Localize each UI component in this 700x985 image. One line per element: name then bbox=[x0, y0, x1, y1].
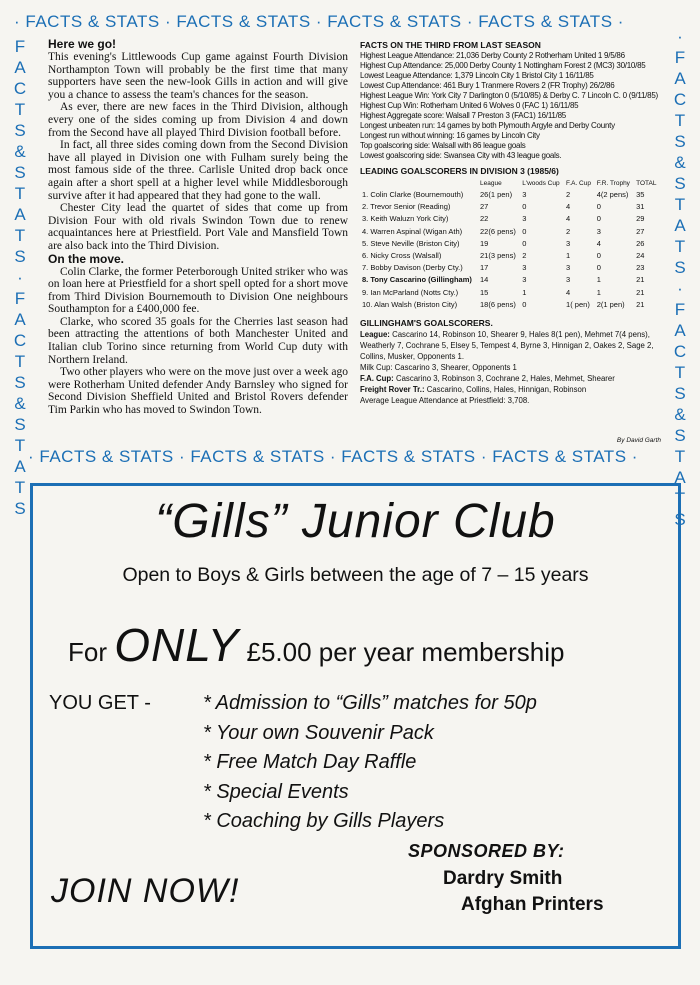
border-letter: T bbox=[14, 184, 26, 203]
goals-cell: 0 bbox=[596, 202, 601, 212]
goalscorer-row bbox=[360, 274, 660, 286]
goals-cell: 0 bbox=[522, 299, 527, 309]
goals-cell: 2 bbox=[566, 190, 571, 200]
season-records bbox=[360, 51, 665, 161]
benefit-item: * Admission to “Gills” matches for 50p bbox=[203, 692, 537, 714]
border-letter: & bbox=[14, 142, 26, 161]
article-column bbox=[48, 38, 348, 450]
goalscorer-row bbox=[360, 238, 660, 250]
goals-cell: 23 bbox=[636, 263, 645, 273]
border-letter: T bbox=[14, 436, 26, 455]
goals-cell: 15 bbox=[480, 287, 489, 297]
record-line: Highest Aggregate score: Walsall 7 Preston 3 (FAC1) 16/11/85 bbox=[360, 111, 567, 120]
border-letter: F bbox=[14, 289, 26, 308]
facts-stats-border-bottom: · FACTS & STATS · FACTS & STATS · FACTS & STATS · FACTS & STATS · bbox=[28, 447, 638, 466]
record-line: Longest run without winning: 16 games by Lincoln City bbox=[360, 131, 540, 140]
border-letter: T bbox=[14, 100, 26, 119]
goals-cell: 1 bbox=[522, 287, 527, 297]
goals-cell: 3 bbox=[566, 238, 571, 248]
border-letter: S bbox=[14, 415, 26, 434]
goals-cell: 1 bbox=[596, 287, 601, 297]
player-name-cell: 3. Keith Waluzn York City) bbox=[362, 214, 449, 224]
goals-cell: 4 bbox=[596, 238, 601, 248]
goals-cell: 17 bbox=[480, 263, 489, 273]
border-letter: A bbox=[674, 69, 686, 88]
border-letter: A bbox=[674, 216, 686, 235]
benefit-item: * Free Match Day Raffle bbox=[203, 751, 417, 773]
stats-heading: FACTS ON THE THIRD FROM LAST SEASON bbox=[360, 40, 541, 50]
record-line: Lowest Cup Attendance: 461 Bury 1 Tranmere Rovers 2 (FR Trophy) 26/2/86 bbox=[360, 81, 615, 90]
player-name-cell: 7. Bobby Davison (Derby Cty.) bbox=[362, 263, 463, 273]
border-letter: T bbox=[14, 226, 26, 245]
goals-cell: 0 bbox=[522, 238, 527, 248]
column-header: F.A. Cup bbox=[566, 180, 591, 187]
sponsored-by-label: SPONSORED BY: bbox=[408, 841, 565, 861]
goalscorer-row bbox=[360, 226, 660, 238]
border-letter: S bbox=[674, 258, 686, 277]
gills-milk-cup-scorers: Milk Cup: Cascarino 3, Shearer, Opponents 1 bbox=[360, 362, 517, 372]
border-letter: A bbox=[674, 321, 686, 340]
record-line: Highest League Win: York City 7 Darlington 0 (5/10/85) & Derby C. 7 Lincoln C. 0 (9/11/85) bbox=[360, 91, 658, 100]
goals-cell: 4 bbox=[566, 202, 571, 212]
border-letter: S bbox=[674, 132, 686, 151]
border-letter: S bbox=[14, 373, 26, 392]
goalscorer-row bbox=[360, 213, 660, 225]
gills-goalscorers-heading: GILLINGHAM'S GOALSCORERS. bbox=[360, 317, 493, 328]
border-letter: A bbox=[674, 468, 686, 487]
benefit-item: * Your own Souvenir Pack bbox=[203, 721, 434, 744]
goals-cell: 2 bbox=[522, 251, 527, 261]
border-letter: · bbox=[677, 27, 683, 46]
price-only: ONLY bbox=[114, 619, 240, 671]
goals-cell: 22(6 pens) bbox=[480, 226, 516, 236]
record-line: Highest Cup Attendance: 25,000 Derby County 1 Nottingham Forest 2 (MC3) 30/10/85 bbox=[360, 61, 646, 70]
player-name-cell: 9. Ian McParland (Notts Cty.) bbox=[362, 287, 459, 297]
border-letter: & bbox=[674, 153, 686, 172]
byline: By David Garth bbox=[616, 437, 661, 444]
goals-cell: 35 bbox=[636, 190, 645, 200]
border-letter: S bbox=[14, 163, 26, 182]
gills-fr-label: Freight Rover Tr.: bbox=[360, 384, 425, 394]
column-header: TOTAL bbox=[636, 180, 657, 187]
border-letter: C bbox=[13, 79, 27, 98]
border-letter: A bbox=[14, 457, 26, 476]
goalscorer-row bbox=[360, 189, 660, 201]
goals-cell: 26(1 pen) bbox=[480, 190, 513, 200]
goals-cell: 0 bbox=[596, 214, 601, 224]
goals-cell: 2 bbox=[566, 226, 571, 236]
goals-cell: 21(3 pens) bbox=[480, 251, 516, 261]
goals-cell: 0 bbox=[522, 226, 527, 236]
goals-cell: 0 bbox=[596, 263, 601, 273]
border-letter: T bbox=[14, 352, 26, 371]
record-line: Highest League Attendance: 21,036 Derby County 2 Rotherham United 1 9/5/86 bbox=[360, 51, 625, 60]
stats-column bbox=[360, 40, 665, 450]
border-letter: C bbox=[13, 331, 27, 350]
article-paragraph: In fact, all three sides coming down from the Second Division have all played in Division one with Fulham surely being the most famous side of the three. Carlisle United drop back once again after a short spell at a higher level while Middlesborough survive after it had appeared that they had gone to the wall. bbox=[48, 139, 348, 202]
gillingham-goalscorers bbox=[360, 318, 665, 406]
article-paragraph: This evening's Littlewoods Cup game against Fourth Division Northampton Town will probably be the first time that many supporters have seen the new-look Gills in action and will give you a chance to assess the team's chances for the season. bbox=[48, 51, 348, 101]
goals-cell: 4 bbox=[566, 214, 571, 224]
benefits-list bbox=[203, 689, 537, 837]
border-letter: · bbox=[17, 268, 23, 287]
gills-league-text: Cascarino 14, Robinson 10, Shearer 9, Hales 8(1 pen), Mehmet 7(4 pens), Weatherly 7, Cochrane 5, Elsey 5, Tempest 4, Byrne 3, Hinnigan 2, Oakes 2, Sage 2, Collins, Musker, Opponents 1. bbox=[360, 329, 654, 361]
column-header: F.R. Trophy bbox=[596, 180, 630, 187]
border-letter: T bbox=[674, 363, 686, 382]
border-letter: & bbox=[674, 405, 686, 424]
sponsor-name: Afghan Printers bbox=[461, 894, 604, 915]
goals-cell: 1 bbox=[596, 275, 601, 285]
gills-league-scorers bbox=[360, 329, 665, 362]
border-letter: T bbox=[674, 447, 686, 466]
article-heading-here-we-go: Here we go! bbox=[48, 38, 117, 51]
goals-cell: 3 bbox=[522, 263, 527, 273]
player-name-cell: 6. Nicky Cross (Walsall) bbox=[362, 251, 442, 261]
goals-cell: 22 bbox=[480, 214, 489, 224]
goalscorer-row bbox=[360, 299, 660, 311]
sponsor-name: Dardry Smith bbox=[443, 868, 563, 889]
player-name-cell: 8. Tony Cascarino (Gillingham) bbox=[362, 275, 472, 285]
goals-cell: 31 bbox=[636, 202, 645, 212]
benefit-item: * Coaching by Gills Players bbox=[203, 810, 445, 832]
border-letter: F bbox=[674, 48, 686, 67]
facts-stats-border-right bbox=[669, 26, 691, 530]
column-header: League bbox=[480, 180, 502, 187]
border-letter: A bbox=[14, 205, 26, 224]
player-name-cell: 1. Colin Clarke (Bournemouth) bbox=[362, 190, 464, 200]
goals-cell: 3 bbox=[522, 214, 527, 224]
border-letter: S bbox=[674, 174, 686, 193]
article-heading-on-the-move: On the move. bbox=[48, 251, 125, 266]
goals-cell: 21 bbox=[636, 287, 645, 297]
join-now: JOIN NOW! bbox=[51, 872, 240, 910]
club-eligibility: Open to Boys & Girls between the age of 7 – 15 years bbox=[122, 564, 589, 586]
gills-fa-label: F.A. Cup: bbox=[360, 373, 394, 383]
border-letter: C bbox=[673, 342, 687, 361]
gills-fa-text: Cascarino 3, Robinson 3, Cochrane 2, Hales, Mehmet, Shearer bbox=[395, 373, 615, 383]
player-name-cell: 2. Trevor Senior (Reading) bbox=[362, 202, 451, 212]
goals-cell: 3 bbox=[522, 275, 527, 285]
goals-cell: 21 bbox=[636, 299, 645, 309]
player-name-cell: 5. Steve Neville (Briston City) bbox=[362, 238, 460, 248]
price-for: For bbox=[68, 637, 107, 667]
record-line: Highest Cup Win: Rotherham United 6 Wolves 0 (FAC 1) 16/11/85 bbox=[360, 101, 579, 110]
article-paragraph: Colin Clarke, the former Peterborough United striker who was on loan here at Priestfield for a short spell opted for a short move from Third Division Bournemouth to Division One neighbours Southampton for a £400,000 fee. bbox=[48, 265, 348, 316]
border-letter: T bbox=[674, 111, 686, 130]
goalscorer-row bbox=[360, 287, 660, 299]
goals-cell: 3 bbox=[596, 226, 601, 236]
border-letter: F bbox=[14, 37, 26, 56]
record-line: Longest unbeaten run: 14 games by both Plymouth Argyle and Derby County bbox=[360, 121, 615, 130]
goalscorers-header-row bbox=[360, 179, 660, 189]
border-letter: S bbox=[674, 384, 686, 403]
goals-cell: 3 bbox=[566, 275, 571, 285]
benefit-item: * Special Events bbox=[203, 780, 349, 803]
facts-stats-border-left bbox=[9, 36, 31, 519]
goals-cell: 2(1 pen) bbox=[596, 299, 625, 309]
column-header bbox=[360, 179, 478, 189]
goals-cell: 29 bbox=[636, 214, 645, 224]
goals-cell: 3 bbox=[522, 190, 527, 200]
article-paragraph: Two other players who were on the move just over a week ago were Rotherham United defender Andy Barnsley who signed for Second Division Sheffield United and Bristol Rovers defender Tim Parkin who has moved to Swindon Town. bbox=[48, 366, 348, 417]
border-letter: T bbox=[674, 237, 686, 256]
goals-cell: 3 bbox=[566, 263, 571, 273]
goals-cell: 4 bbox=[566, 287, 571, 297]
goalscorer-row bbox=[360, 262, 660, 274]
goalscorers-table bbox=[360, 179, 660, 311]
border-letter: S bbox=[674, 426, 686, 445]
record-line: Top goalscoring side: Walsall with 86 league goals bbox=[360, 141, 526, 150]
goals-cell: 21 bbox=[636, 275, 645, 285]
border-letter: S bbox=[14, 247, 26, 266]
goals-cell: 26 bbox=[636, 238, 645, 248]
goals-cell: 0 bbox=[522, 202, 527, 212]
gills-freight-rover-scorers bbox=[360, 384, 665, 395]
junior-club-advert bbox=[30, 483, 681, 949]
gills-league-label: League: bbox=[360, 329, 390, 339]
record-line: Lowest goalscoring side: Swansea City with 43 league goals. bbox=[360, 151, 562, 160]
gills-average-attendance: Average League Attendance at Priestfield: 3,708. bbox=[360, 395, 530, 405]
article-paragraph: Chester City lead the quartet of sides that come up from Division Four with old rivals Swindon Town due to renew acquaintances here at Priestfield. Port Vale and Mansfield Town are also back into the Third Division. bbox=[48, 202, 348, 252]
record-line: Lowest League Attendance: 1,379 Lincoln City 1 Bristol City 1 16/11/85 bbox=[360, 71, 594, 80]
border-letter: F bbox=[674, 300, 686, 319]
goals-cell: 0 bbox=[596, 251, 601, 261]
goals-cell: 14 bbox=[480, 275, 489, 285]
player-name-cell: 10. Alan Walsh (Briston City) bbox=[362, 299, 458, 309]
border-letter: T bbox=[674, 489, 686, 508]
goalscorer-row bbox=[360, 250, 660, 262]
border-letter: & bbox=[14, 394, 26, 413]
border-letter: T bbox=[674, 195, 686, 214]
border-letter: A bbox=[14, 310, 26, 329]
border-letter: C bbox=[673, 90, 687, 109]
goals-cell: 27 bbox=[480, 202, 489, 212]
gills-fa-cup-scorers bbox=[360, 373, 665, 384]
article-paragraph: Clarke, who scored 35 goals for the Cherries last season had been attracting the attentions of both Manchester United and Italian club Torino since returning from World Cup duty with Northern Ireland. bbox=[48, 315, 348, 366]
club-price bbox=[68, 618, 564, 672]
goalscorers-heading: LEADING GOALSCORERS IN DIVISION 3 (1985/6) bbox=[360, 166, 559, 176]
player-name-cell: 4. Warren Aspinal (Wigan Ath) bbox=[362, 226, 463, 236]
column-header: L'woods Cup bbox=[522, 180, 560, 187]
border-letter: A bbox=[14, 58, 26, 77]
club-title: “Gills” Junior Club bbox=[155, 495, 556, 548]
you-get-label: YOU GET - bbox=[49, 692, 151, 714]
goals-cell: 27 bbox=[636, 226, 645, 236]
price-amount: £5.00 per year membership bbox=[246, 637, 565, 667]
goals-cell: 1( pen) bbox=[566, 299, 590, 309]
goals-cell: 4(2 pens) bbox=[596, 190, 629, 200]
border-letter: · bbox=[677, 279, 683, 298]
facts-stats-border-top: · FACTS & STATS · FACTS & STATS · FACTS & STATS · FACTS & STATS · bbox=[14, 12, 624, 31]
article-paragraph: As ever, there are new faces in the Third Division, although every one of the sides coming up from Division 4 and down from the Second have all played Third Division football before. bbox=[48, 101, 348, 139]
goals-cell: 24 bbox=[636, 251, 645, 261]
goalscorer-row bbox=[360, 201, 660, 213]
goals-cell: 19 bbox=[480, 238, 489, 248]
goals-cell: 18(6 pens) bbox=[480, 299, 516, 309]
goals-cell: 1 bbox=[566, 251, 571, 261]
border-letter: T bbox=[14, 478, 26, 497]
border-letter: S bbox=[14, 121, 26, 140]
border-letter: S bbox=[14, 499, 26, 518]
border-letter: S bbox=[674, 510, 686, 529]
gills-fr-text: Cascarino, Collins, Hales, Hinnigan, Robinson bbox=[426, 384, 587, 394]
